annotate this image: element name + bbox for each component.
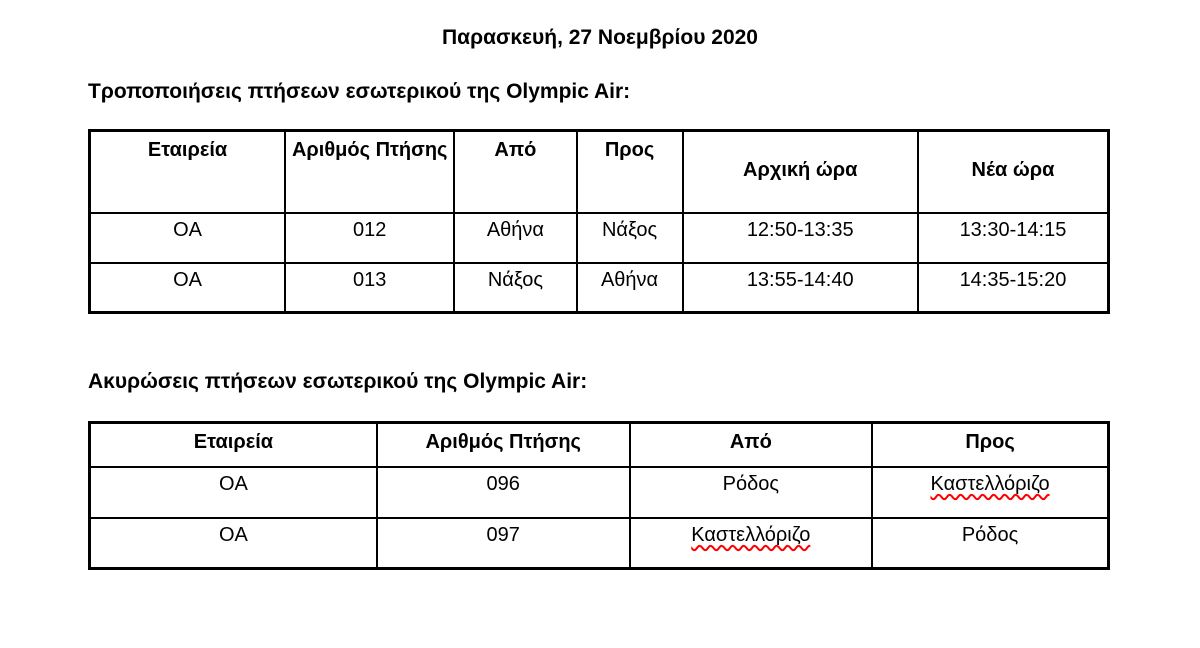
col-header-flight-number: Αριθμός Πτήσης — [285, 131, 454, 213]
cell-from: Νάξος — [454, 263, 576, 313]
cell-original-time: 13:55-14:40 — [683, 263, 918, 313]
cell-flight-number: 097 — [377, 518, 630, 569]
table-row — [90, 263, 1109, 313]
cell-new-time: 14:35-15:20 — [918, 263, 1109, 313]
table-row — [90, 213, 1109, 263]
cell-to: Αθήνα — [577, 263, 683, 313]
modifications-table — [88, 129, 1110, 314]
cell-from: Καστελλόριζο — [630, 518, 873, 569]
cancellations-heading: Ακυρώσεις πτήσεων εσωτερικού της Olympic Air: — [88, 370, 588, 393]
col-header-from: Από — [454, 131, 576, 213]
cell-new-time: 13:30-14:15 — [918, 213, 1109, 263]
table-header-row — [90, 131, 1109, 213]
cell-from: Αθήνα — [454, 213, 576, 263]
cell-airline: OA — [90, 263, 286, 313]
col-header-airline: Εταιρεία — [90, 423, 377, 467]
table-header-row — [90, 423, 1109, 467]
table-row — [90, 518, 1109, 569]
cell-to: Καστελλόριζο — [872, 467, 1108, 518]
cell-from: Ρόδος — [630, 467, 873, 518]
cell-airline: OA — [90, 518, 377, 569]
modifications-heading: Τροποποιήσεις πτήσεων εσωτερικού της Olympic Air: — [88, 80, 631, 103]
cell-airline: OA — [90, 467, 377, 518]
col-header-airline: Εταιρεία — [90, 131, 286, 213]
col-header-from: Από — [630, 423, 873, 467]
cancellations-table — [88, 421, 1110, 570]
col-header-to: Προς — [872, 423, 1108, 467]
col-header-to: Προς — [577, 131, 683, 213]
table-row — [90, 467, 1109, 518]
col-header-original-time: Αρχική ώρα — [683, 131, 918, 213]
cell-flight-number: 012 — [285, 213, 454, 263]
document-date-title: Παρασκευή, 27 Νοεμβρίου 2020 — [442, 26, 758, 49]
cell-to: Ρόδος — [872, 518, 1108, 569]
col-header-new-time: Νέα ώρα — [918, 131, 1109, 213]
col-header-flight-number: Αριθμός Πτήσης — [377, 423, 630, 467]
cell-to: Νάξος — [577, 213, 683, 263]
cell-airline: OA — [90, 213, 286, 263]
cell-original-time: 12:50-13:35 — [683, 213, 918, 263]
cell-flight-number: 013 — [285, 263, 454, 313]
cell-flight-number: 096 — [377, 467, 630, 518]
